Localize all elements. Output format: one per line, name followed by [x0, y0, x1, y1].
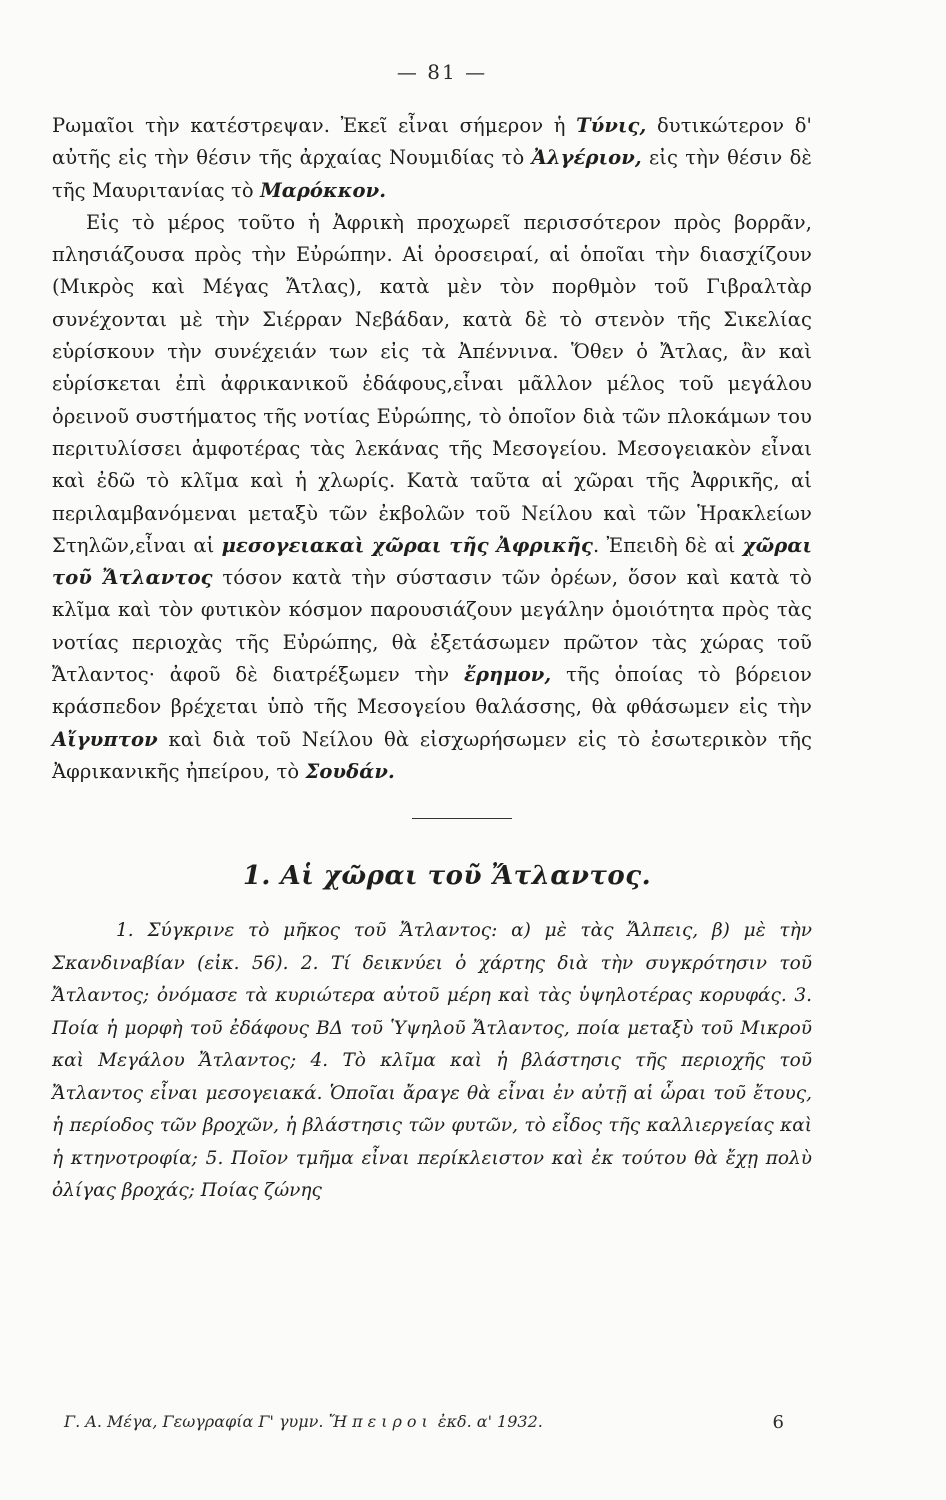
- term-desert: ἔρημον,: [464, 663, 552, 687]
- p2-text-1: Εἰς τὸ μέρος τοῦτο ἡ Ἀφρικὴ προχωρεῖ περισσότερον πρὸς βορρᾶν, πλησιάζουσα πρὸς τὴν Εὐρώπην. Αἱ ὀροσειραί, αἱ ὁποῖαι τὴν διασχίζουν (Μικρὸς καὶ Μέγας Ἄτλας), κατὰ μὲν τὸν πορθμὸν τοῦ Γιβραλτὰρ συνέχονται μὲ τὴν Σιέρραν Νεβάδαν, κατὰ δὲ τὸ στενὸν τῆς Σικελίας εὑρίσκουν τὴν συνέχειάν των εἰς τὰ Ἀπέννινα. Ὅθεν ὁ Ἄτλας, ἂν καὶ εὑρίσκεται ἐπὶ ἀφρικανικοῦ ἐδάφους,εἶναι μᾶλλον μέλος τοῦ μεγάλου ὀρεινοῦ συστήματος τῆς νοτίας Εὐρώπης, τὸ ὁποῖον διὰ τῶν πλοκάμων του περιτυλίσσει ἀμφοτέρας τὰς λεκάνας τῆς Μεσογείου. Μεσογειακὸν εἶναι καὶ ἐδῶ τὸ κλῖμα καὶ ἡ χλωρίς. Κατὰ ταῦτα αἱ χῶραι τῆς Ἀφρικῆς, αἱ περιλαμβανόμεναι μεταξὺ τῶν ἐκβολῶν τοῦ Νείλου καὶ τῶν Ἡρακλείων Στηλῶν,εἶναι αἱ: [52, 210, 812, 557]
- term-mediterranean-countries: μεσογειακαὶ χῶραι τῆς Ἀφρικῆς: [221, 533, 594, 557]
- p2-text-5: καὶ διὰ τοῦ Νείλου θὰ εἰσχωρήσωμεν εἰς τὸ ἐσωτερικὸν τῆς Ἀφρικανικῆς ἠπείρου, τὸ: [52, 727, 812, 783]
- page: [52, 60, 812, 1208]
- p2-text-2: . Ἐπειδὴ δὲ αἱ: [593, 533, 743, 557]
- p2-text-3: τόσον κατὰ τὴν σύστασιν τῶν ὀρέων, ὅσον καὶ κατὰ τὸ κλῖμα καὶ τὸν φυτικὸν κόσμον παρουσιάζουν μεγάλην ὁμοιότητα πρὸς τὰς νοτίας περιοχὰς τῆς Εὐρώπης, θὰ ἐξετάσωμεν πρῶτον τὰς χώρας τοῦ Ἄτλαντος· ἀφοῦ δὲ διατρέξωμεν τὴν: [52, 566, 812, 687]
- term-sudan: Σουδάν.: [305, 759, 395, 783]
- term-atlas-countries: χῶραι τοῦ Ἄτλαντος: [52, 533, 812, 590]
- section-divider: [412, 818, 512, 819]
- p2-text-4: τῆς ὁποίας τὸ βόρειον κράσπεδον βρέχεται ὑπὸ τῆς Μεσογείου θαλάσσης, θὰ φθάσωμεν εἰς τὴν: [52, 663, 812, 719]
- exercises-text: 1. Σύγκρινε τὸ μῆκος τοῦ Ἄτλαντος: α) μὲ τὰς Ἄλπεις, β) μὲ τὴν Σκανδιναβίαν (εἰκ. 56). 2. Τί δεικνύει ὁ χάρτης διὰ τὴν συγκρότησιν τοῦ Ἄτλαντος; ὀνόμασε τὰ κυριώτερα αὐτοῦ μέρη καὶ τὰς ὑψηλοτέρας κορυφάς. 3. Ποία ἡ μορφὴ τοῦ ἐδάφους ΒΔ τοῦ Ὑψηλοῦ Ἄτλαντος, ποία μεταξὺ τοῦ Μικροῦ καὶ Μεγάλου Ἄτλαντος; 4. Τὸ κλῖμα καὶ ἡ βλάστησις τῆς περιοχῆς τοῦ Ἄτλαντος εἶναι μεσογειακά. Ὁποῖαι ἄραγε θὰ εἶναι ἐν αὐτῇ αἱ ὧραι τοῦ ἔτους, ἡ περίοδος τῶν βροχῶν, ἡ βλάστησις τῶν φυτῶν, τὸ εἶδος τῆς καλλιεργείας καὶ ἡ κτηνοτροφία; 5. Ποῖον τμῆμα εἶναι περίκλειστον καὶ ἐκ τούτου θὰ ἔχῃ πολὺ ὀλίγας βροχάς; Ποίας ζώνης: [52, 920, 812, 1202]
- footer-edition: ἐκδ. α' 1932.: [432, 1412, 543, 1431]
- footer-citation: [64, 1412, 543, 1433]
- p1-text-2: δυτικώτερον δ' αὐτῆς εἰς τὴν θέσιν τῆς ἀρχαίας Νουμιδίας τὸ: [52, 114, 812, 170]
- term-tunis: Τύνις,: [576, 114, 647, 137]
- page-number: — 81 —: [396, 60, 488, 84]
- p1-text-3: εἰς τὴν θέσιν δὲ τῆς Μαυριτανίας τὸ: [52, 146, 812, 202]
- signature-mark: 6: [772, 1412, 784, 1433]
- p1-text-1: Ρωμαῖοι τὴν κατέστρεψαν. Ἐκεῖ εἶναι σήμερον ἡ: [52, 114, 577, 137]
- term-algeria: Ἀλγέριον,: [531, 146, 642, 170]
- footer: [64, 1412, 784, 1433]
- footer-book-title: Ἤπειροι: [328, 1412, 433, 1431]
- paragraph-2: [52, 207, 812, 788]
- section-title: 1. Αἱ χῶραι τοῦ Ἄτλαντος.: [242, 861, 652, 892]
- body-text: [52, 110, 812, 788]
- footer-citation-text: Γ. Α. Μέγα, Γεωγραφία Γ' γυμν.: [64, 1412, 329, 1431]
- paragraph-1: [52, 110, 812, 207]
- term-morocco: Μαρόκκον.: [260, 178, 387, 202]
- term-egypt: Αἴγυπτον: [52, 727, 158, 751]
- exercises: [52, 915, 812, 1208]
